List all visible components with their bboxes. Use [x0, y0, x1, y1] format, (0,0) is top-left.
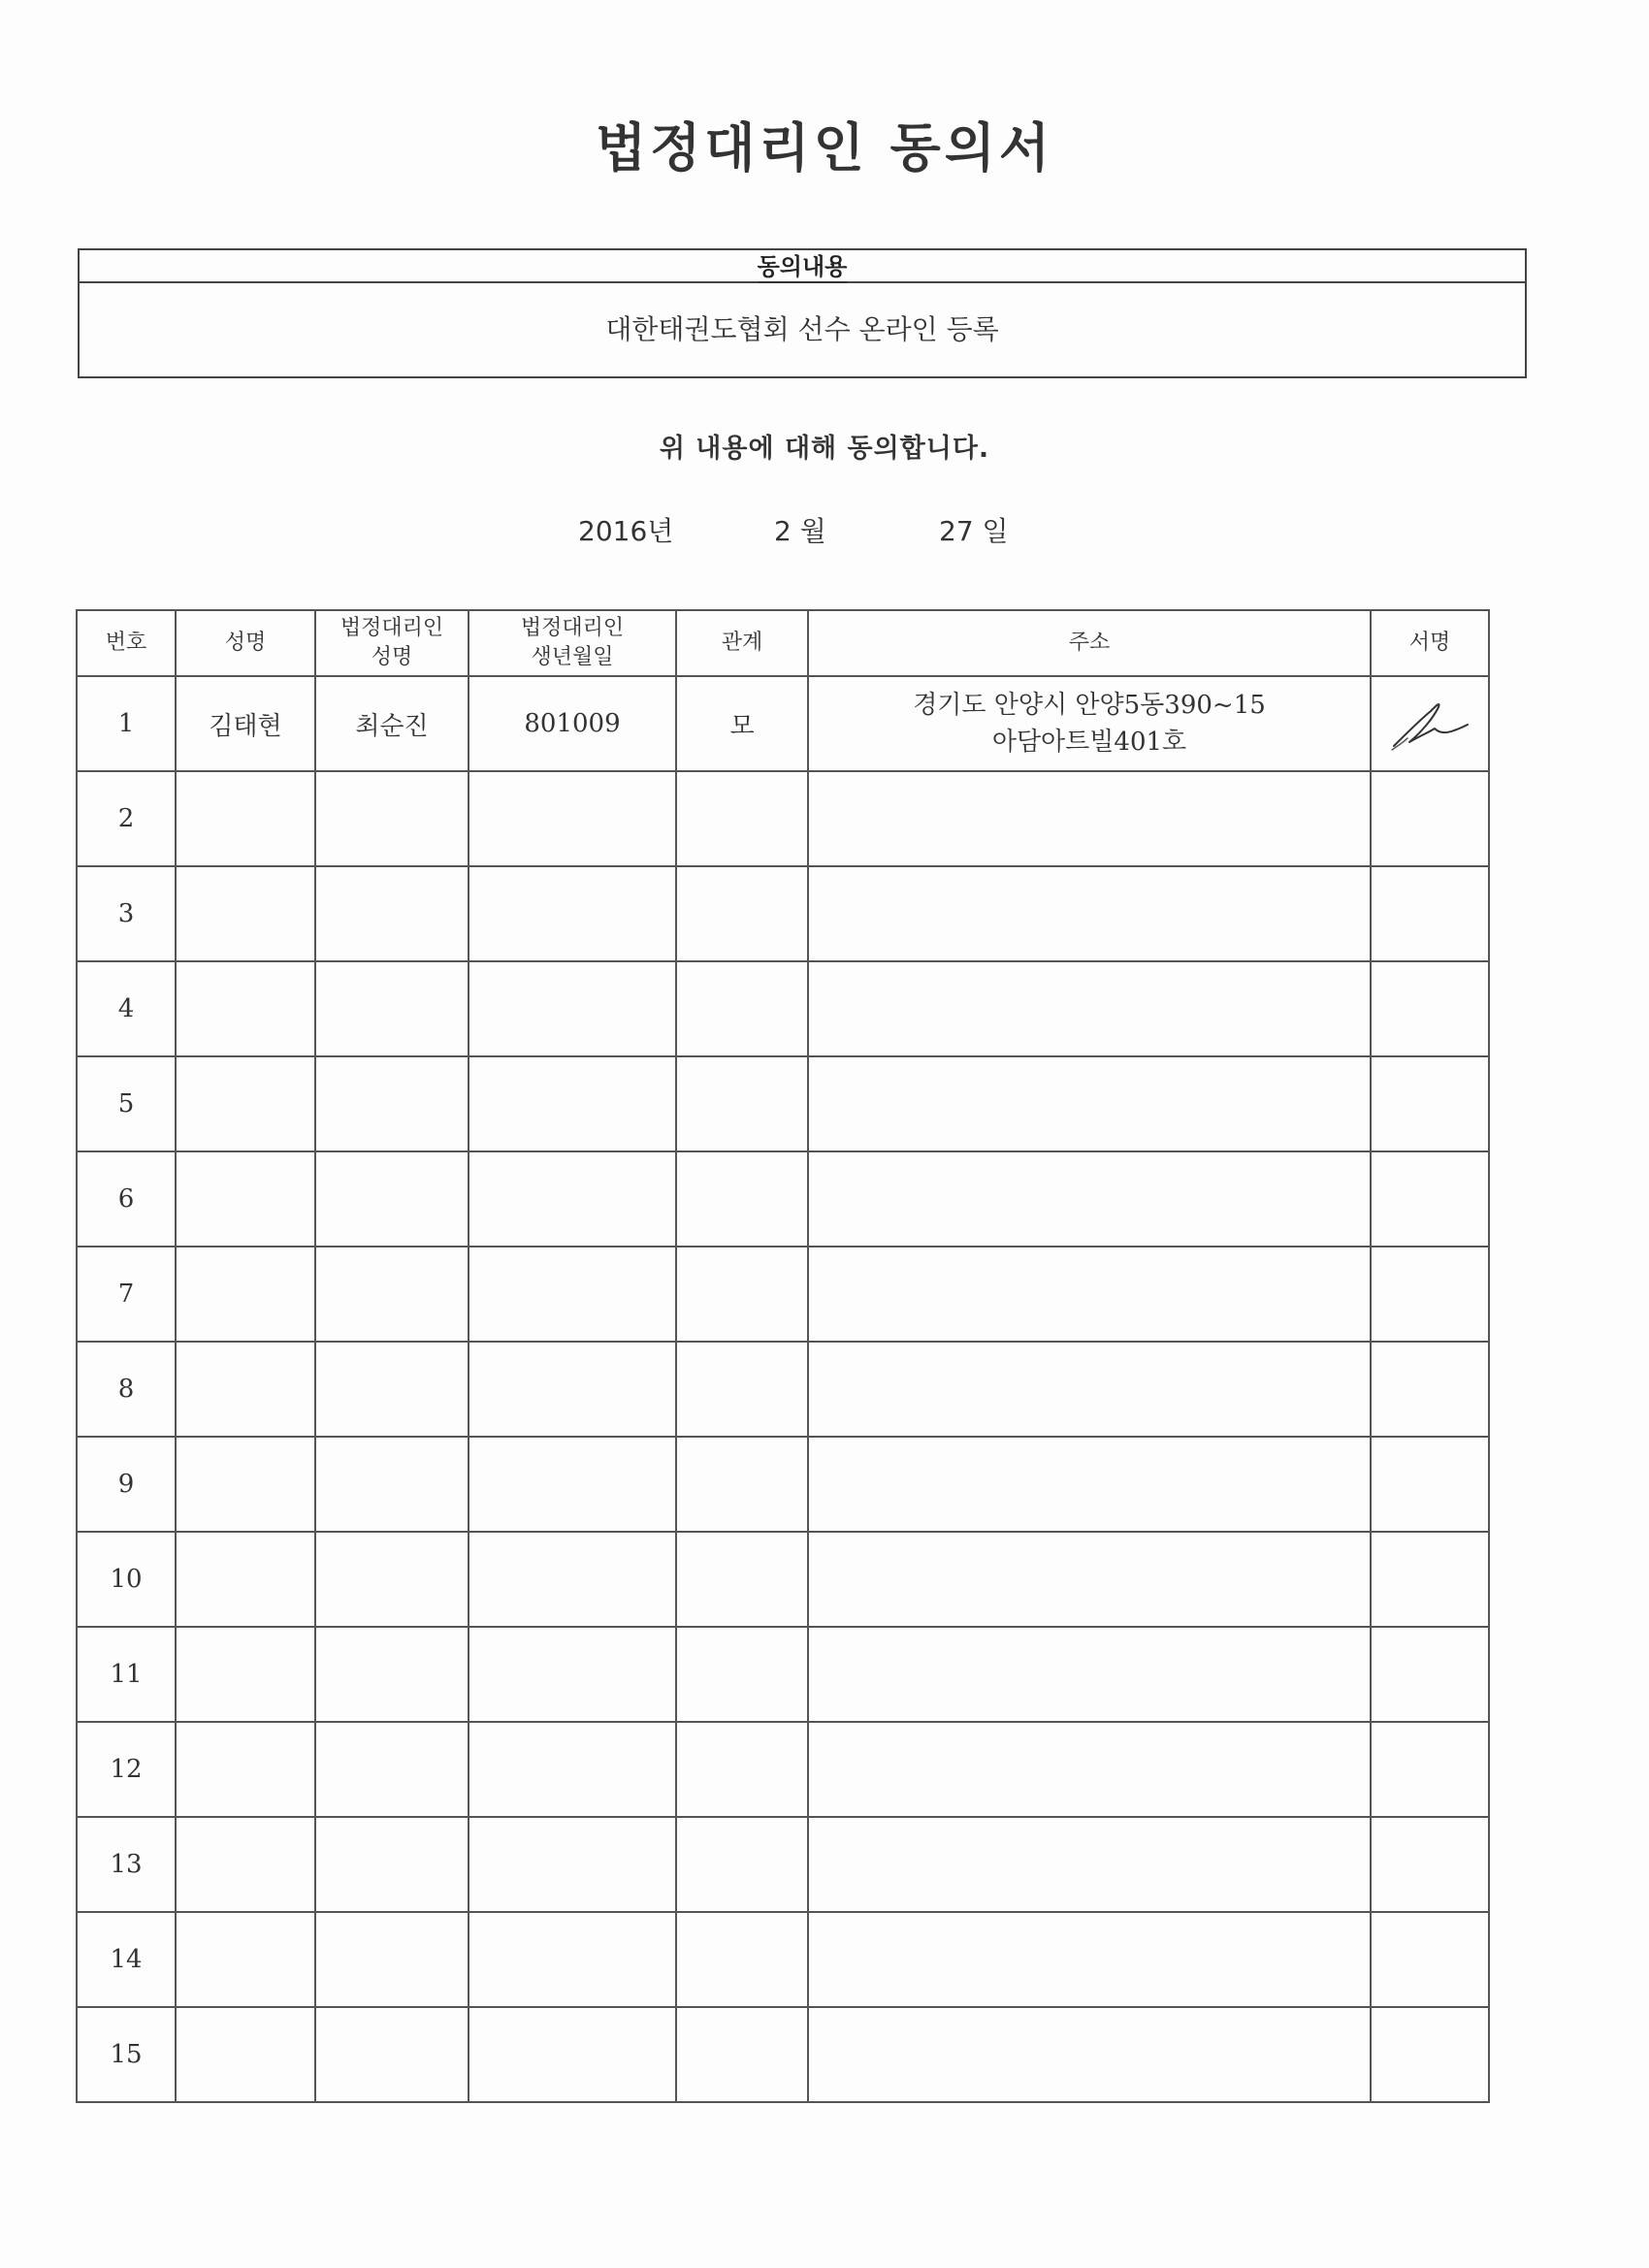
consent-header [80, 250, 1525, 283]
cell-signature [1371, 1532, 1489, 1627]
cell-relation [676, 1912, 808, 2007]
cell-name [176, 1151, 315, 1247]
table-row [77, 1056, 1489, 1151]
consent-box [78, 248, 1527, 378]
cell-relation [676, 961, 808, 1056]
cell-number: 15 [77, 2007, 176, 2102]
cell-relation [676, 1342, 808, 1437]
cell-number: 13 [77, 1817, 176, 1912]
header-name: 성명 [176, 610, 315, 676]
cell-rep-birth [469, 1151, 676, 1247]
cell-number: 7 [77, 1247, 176, 1342]
cell-rep-birth [469, 771, 676, 866]
consent-header-label: 동의내용 [758, 253, 848, 283]
table-header-row [77, 610, 1489, 676]
cell-name [176, 1627, 315, 1722]
cell-address [808, 1342, 1371, 1437]
cell-address [808, 1627, 1371, 1722]
cell-name [176, 866, 315, 961]
cell-rep-birth [469, 961, 676, 1056]
cell-rep-name: 최순진 [315, 676, 469, 771]
cell-name [176, 1437, 315, 1532]
cell-address [808, 961, 1371, 1056]
guardian-table [76, 609, 1490, 2103]
cell-signature [1371, 771, 1489, 866]
cell-relation [676, 1627, 808, 1722]
cell-number: 11 [77, 1627, 176, 1722]
cell-rep-name [315, 1056, 469, 1151]
cell-rep-birth [469, 2007, 676, 2102]
cell-rep-name [315, 1722, 469, 1817]
cell-signature [1371, 1722, 1489, 1817]
cell-address [808, 1247, 1371, 1342]
cell-relation [676, 866, 808, 961]
header-relation: 관계 [676, 610, 808, 676]
cell-number: 12 [77, 1722, 176, 1817]
cell-address [808, 1817, 1371, 1912]
cell-signature [1371, 1342, 1489, 1437]
cell-name [176, 1342, 315, 1437]
table-row [77, 1627, 1489, 1722]
table-body [77, 676, 1489, 2102]
cell-rep-name [315, 1532, 469, 1627]
table-row [77, 2007, 1489, 2102]
cell-signature [1371, 1151, 1489, 1247]
cell-address [808, 771, 1371, 866]
cell-rep-birth [469, 1912, 676, 2007]
cell-rep-name [315, 1151, 469, 1247]
cell-rep-birth [469, 1342, 676, 1437]
header-number: 번호 [77, 610, 176, 676]
cell-relation [676, 1151, 808, 1247]
table-row [77, 676, 1489, 771]
agree-statement: 위 내용에 대해 동의합니다. [659, 434, 990, 464]
cell-relation: 모 [676, 676, 808, 771]
cell-name [176, 1247, 315, 1342]
cell-rep-birth [469, 1437, 676, 1532]
cell-signature [1371, 1627, 1489, 1722]
table-row [77, 1342, 1489, 1437]
cell-rep-birth [469, 1817, 676, 1912]
cell-rep-birth: 801009 [469, 676, 676, 771]
cell-signature [1371, 2007, 1489, 2102]
cell-number: 1 [77, 676, 176, 771]
cell-rep-name [315, 2007, 469, 2102]
cell-address [808, 866, 1371, 961]
cell-signature [1371, 676, 1489, 771]
header-rep-birth-line1: 법정대리인 [520, 616, 625, 640]
cell-address [808, 1532, 1371, 1627]
cell-number: 2 [77, 771, 176, 866]
table-row [77, 961, 1489, 1056]
cell-signature [1371, 1817, 1489, 1912]
cell-address [808, 1722, 1371, 1817]
cell-rep-name [315, 1342, 469, 1437]
cell-rep-name [315, 866, 469, 961]
cell-number: 5 [77, 1056, 176, 1151]
cell-rep-name [315, 1912, 469, 2007]
cell-relation [676, 1532, 808, 1627]
cell-rep-birth [469, 1056, 676, 1151]
address-line2: 아담아트빌401호 [991, 728, 1187, 757]
cell-signature [1371, 1056, 1489, 1151]
cell-number: 6 [77, 1151, 176, 1247]
consent-body: 대한태권도협회 선수 온라인 등록 [605, 313, 999, 345]
cell-relation [676, 1247, 808, 1342]
date-day: 27 일 [939, 515, 1009, 547]
cell-name [176, 771, 315, 866]
cell-address [808, 676, 1371, 771]
cell-signature [1371, 1437, 1489, 1532]
date-month: 2 월 [774, 515, 826, 547]
cell-name [176, 1817, 315, 1912]
cell-relation [676, 2007, 808, 2102]
header-rep-name-line1: 법정대리인 [340, 616, 444, 640]
table-row [77, 1151, 1489, 1247]
cell-address [808, 1151, 1371, 1247]
cell-name [176, 961, 315, 1056]
date-year: 2016년 [578, 515, 674, 547]
cell-name [176, 1722, 315, 1817]
table-row [77, 771, 1489, 866]
table-row [77, 866, 1489, 961]
cell-signature [1371, 866, 1489, 961]
header-rep-name-line2: 성명 [371, 645, 413, 669]
cell-rep-name [315, 1437, 469, 1532]
cell-rep-name [315, 1817, 469, 1912]
table-row [77, 1722, 1489, 1817]
cell-number: 8 [77, 1342, 176, 1437]
cell-number: 14 [77, 1912, 176, 2007]
cell-number: 10 [77, 1532, 176, 1627]
cell-name [176, 1912, 315, 2007]
header-address: 주소 [808, 610, 1371, 676]
cell-relation [676, 1056, 808, 1151]
cell-rep-name [315, 1627, 469, 1722]
table-row [77, 1912, 1489, 2007]
cell-rep-birth [469, 866, 676, 961]
cell-rep-birth [469, 1627, 676, 1722]
table-row [77, 1247, 1489, 1342]
cell-rep-name [315, 771, 469, 866]
cell-relation [676, 1817, 808, 1912]
header-rep-birth-line2: 생년월일 [531, 645, 614, 669]
cell-name [176, 1056, 315, 1151]
handwritten-signature-icon [1386, 690, 1473, 758]
cell-address [808, 1912, 1371, 2007]
cell-name [176, 1532, 315, 1627]
cell-relation [676, 1722, 808, 1817]
cell-rep-birth [469, 1532, 676, 1627]
cell-address [808, 1056, 1371, 1151]
table-row [77, 1817, 1489, 1912]
cell-name [176, 2007, 315, 2102]
cell-relation [676, 1437, 808, 1532]
cell-signature [1371, 961, 1489, 1056]
table-row [77, 1532, 1489, 1627]
cell-rep-birth [469, 1722, 676, 1817]
cell-address [808, 1437, 1371, 1532]
cell-number: 4 [77, 961, 176, 1056]
header-rep-birth [469, 610, 676, 676]
cell-signature [1371, 1912, 1489, 2007]
cell-rep-birth [469, 1247, 676, 1342]
cell-address [808, 2007, 1371, 2102]
cell-rep-name [315, 1247, 469, 1342]
cell-signature [1371, 1247, 1489, 1342]
cell-name: 김태현 [176, 676, 315, 771]
header-signature: 서명 [1371, 610, 1489, 676]
cell-number: 3 [77, 866, 176, 961]
header-rep-name [315, 610, 469, 676]
cell-rep-name [315, 961, 469, 1056]
cell-number: 9 [77, 1437, 176, 1532]
address-line1: 경기도 안양시 안양5동390~15 [913, 691, 1266, 720]
document-title: 법정대리인 동의서 [595, 117, 1054, 178]
cell-relation [676, 771, 808, 866]
table-row [77, 1437, 1489, 1532]
